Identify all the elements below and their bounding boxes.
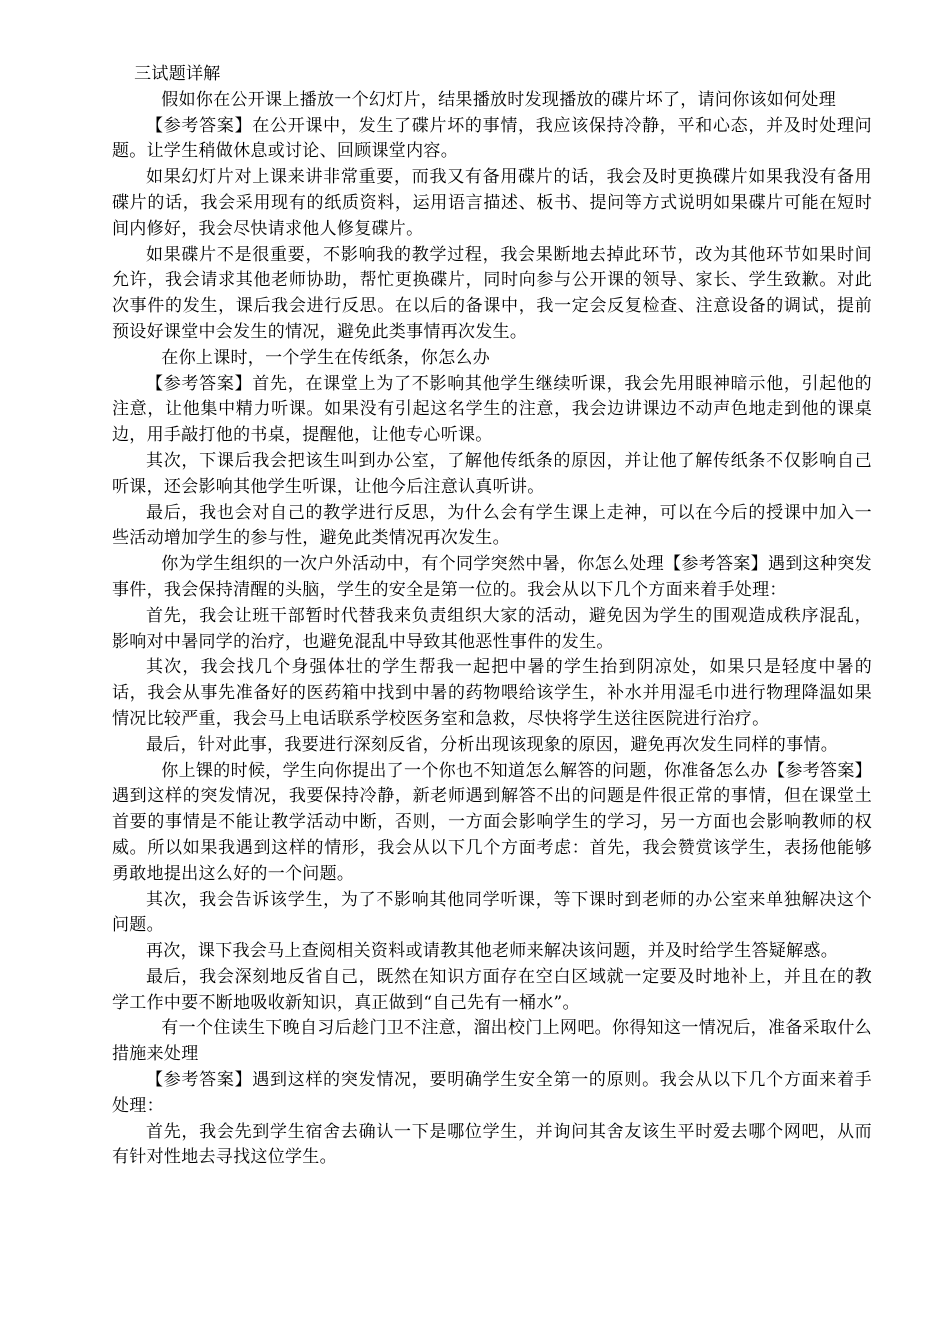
question-3: 你为学生组织的一次户外活动中，有个同学突然中暑，你怎么处理【参考答案】遇到这种突发事件，我会保持清醒的头脑，学生的安全是第一位的。我会从以下几个方面来着手处理： — [112, 554, 872, 600]
paragraph: 最后，我会深刻地反省自己，既然在知识方面存在空白区域就一定要及时地补上，并且在的教学工作中要不断地吸收新知识，真正做到“自己先有一桶水”。 — [112, 966, 872, 1013]
section-title: 三试题详解 — [134, 64, 221, 84]
paragraph: 最后，我也会对自己的教学进行反思，为什么会有学生课上走神，可以在今后的授课中加入一些活动增加学生的参与性，避免此类情况再次发生。 — [112, 502, 872, 549]
document-body — [112, 62, 872, 1171]
answer-2: 【参考答案】首先，在课堂上为了不影响其他学生继续听课，我会先用眼神暗示他，引起他的注意，让他集中精力听课。如果没有引起这名学生的注意，我会边讲课边不动声色地走到他的课桌边，用手敲打他的书桌，提醒他，让他专心听课。 — [112, 373, 872, 446]
paragraph: 其次，我会告诉该学生，为了不影响其他同学听课，等下课时到老师的办公室来单独解决这个问题。 — [112, 889, 872, 936]
question-1: 假如你在公开课上播放一个幻灯片，结果播放时发现播放的碟片坏了，请问你该如何处理 — [161, 89, 836, 110]
answer-5: 【参考答案】遇到这样的突发情况，要明确学生安全第一的原则。我会从以下几个方面来着手处理： — [112, 1070, 872, 1116]
paragraph: 其次，我会找几个身强体壮的学生帮我一起把中暑的学生抬到阴凉处，如果只是轻度中暑的话，我会从事先准备好的医药箱中找到中暑的药物喂给该学生，补水并用湿毛巾进行物理降温如果情况比较严重，我会马上电话联系学校医务室和急救，尽快将学生送往医院进行治疗。 — [112, 657, 872, 729]
paragraph: 如果碟片不是很重要，不影响我的教学过程，我会果断地去掉此环节，改为其他环节如果时间允许，我会请求其他老师协助，帮忙更换碟片，同时向参与公开课的领导、家长、学生致歉。对此次事件的发生，课后我会进行反思。在以后的备课中，我一定会反复检查、注意设备的调试，提前预设好课堂中会发生的情况，避免此类事情再次发生。 — [112, 244, 872, 342]
paragraph: 其次，下课后我会把该生叫到办公室，了解他传纸条的原因，并让他了解传纸条不仅影响自己听课，还会影响其他学生听课，让他今后注意认真听讲。 — [112, 450, 872, 497]
paragraph: 再次，课下我会马上查阅相关资料或请教其他老师来解决该问题，并及时给学生答疑解惑。 — [146, 941, 838, 962]
paragraph: 首先，我会先到学生宿舍去确认一下是哪位学生，并询问其舍友该生平时爱去哪个网吧，从而有针对性地去寻找这位学生。 — [112, 1121, 872, 1168]
question-2: 在你上课时，一个学生在传纸条，你怎么办 — [161, 347, 490, 368]
paragraph: 最后，针对此事，我要进行深刻反省，分析出现该现象的原因，避免再次发生同样的事情。 — [146, 734, 838, 755]
question-5: 有一个住读生下晚自习后趁门卫不注意，溜出校门上网吧。你得知这一情况后，准备采取什么措施来处理 — [112, 1018, 872, 1065]
question-4: 你上锞的时候，学生向你提出了一个你也不知道怎么解答的问题，你准备怎么办【参考答案】遇到这样的突发情况，我要保持冷静，新老师遇到解答不出的问题是件很正常的事情，但在课堂土首要的事情是不能让教学活动中断，否则，一方面会影响学生的学习，另一方面也会影响教师的权威。所以如果我遇到这样的情形，我会从以下几个方面考虑：首先，我会赞赏该学生，表扬他能够勇敢地提出这么好的一个问题。 — [112, 760, 872, 884]
paragraph: 首先，我会让班干部暂时代替我来负责组织大家的活动，避免因为学生的围观造成秩序混乱，影响对中暑同学的治疗，也避免混乱中导致其他恶性事件的发生。 — [112, 605, 872, 652]
answer-1: 【参考答案】在公开课中，发生了碟片坏的事情，我应该保持冷静，平和心态，并及时处理问题。让学生稍做休息或讨论、回顾课堂内容。 — [112, 115, 872, 162]
paragraph: 如果幻灯片对上课来讲非常重要，而我又有备用碟片的话，我会及时更换碟片如果我没有备用碟片的话，我会采用现有的纸质资料，运用语言描述、板书、提问等方式说明如果碟片可能在短时间内修好，我会尽快请求他人修复碟片。 — [112, 167, 872, 239]
